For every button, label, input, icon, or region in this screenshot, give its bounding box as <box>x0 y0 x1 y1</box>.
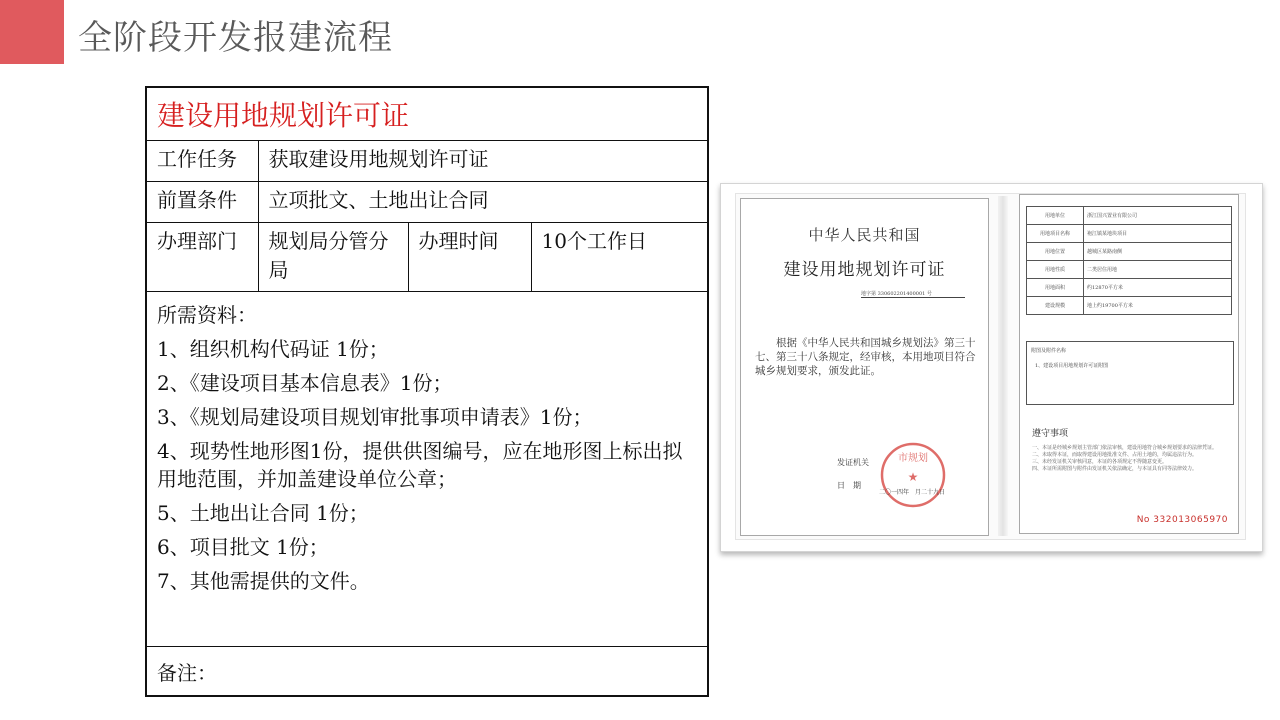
material-item: 7、其他需提供的文件。 <box>157 569 370 593</box>
precondition-label: 前置条件 <box>146 182 258 223</box>
slide-title: 全阶段开发报建流程 <box>78 18 393 58</box>
notice-title: 遵守事项 <box>1032 429 1069 439</box>
precondition-value: 立项批文、土地出让合同 <box>258 182 708 223</box>
certificate-booklet <box>735 193 1246 540</box>
processing-time-label: 办理时间 <box>408 223 531 292</box>
processing-time-value: 10个工作日 <box>531 223 708 292</box>
certificate-body-text: 根据《中华人民共和国城乡规划法》第三十七、第三十八条规定，经审核，本用地项目符合城乡规划要求，颁发此证。 <box>755 337 976 377</box>
material-item: 3、《规划局建设项目规划审批事项申请表》1份； <box>157 405 593 429</box>
material-item: 4、现势性地形图1份，提供供图编号，应在地形图上标出拟用地范围，并加盖建设单位公章； <box>157 439 683 491</box>
issuer-label: 发证机关 <box>837 458 869 467</box>
material-item: 5、土地出让合同 1份； <box>157 501 369 525</box>
certificate-photo <box>720 183 1263 552</box>
permit-title: 建设用地规划许可证 <box>146 87 708 141</box>
notice-item: 四、本证所需附图与附件由发证机关依法确定，与本证具有同等法律效力。 <box>1032 466 1198 472</box>
issue-date: 二〇一四年 月二十九日 <box>879 489 946 496</box>
notice-list <box>1032 445 1232 473</box>
certificate-country: 中华人民共和国 <box>808 226 921 244</box>
certificate-left-page <box>740 198 989 536</box>
task-value: 获取建设用地规划许可证 <box>258 141 708 182</box>
material-item: 2、《建设项目基本信息表》1份； <box>157 371 453 395</box>
department-value: 规划局分管分局 <box>258 223 408 292</box>
material-item: 1、组织机构代码证 1份； <box>157 337 389 361</box>
certificate-number: 地字第 330602201400001 号 <box>861 290 965 298</box>
certificate-title: 建设用地规划许可证 <box>783 260 946 280</box>
notes-label: 备注： <box>146 647 708 697</box>
seal-text: 市规划 <box>898 453 928 464</box>
date-label: 日 期 <box>837 481 861 490</box>
land-use-details-table: 用地单位 浙江国兴置业有限公司 用地项目名称 袍江镇某地块项目 用地位置 越城区某路南侧 用地性质 二类居住用地 用地面积 约12870平方米 建设规模 地上约19700平方米 <box>1026 206 1232 315</box>
required-materials <box>146 292 708 647</box>
notice-item: 三、未经发证机关审核同意，本证的各项规定不得随意变更。 <box>1032 459 1168 465</box>
booklet-fold <box>998 196 1008 536</box>
attachment-item: 1、建设项目用地规划许可证附图 <box>1035 363 1109 369</box>
permit-info-table <box>145 86 709 697</box>
serial-number: No 332013065970 <box>1136 515 1228 525</box>
department-label: 办理部门 <box>146 223 258 292</box>
certificate-right-page <box>1019 194 1239 534</box>
official-seal <box>879 441 947 509</box>
attachments-box <box>1026 341 1234 405</box>
svg-text:★: ★ <box>907 470 919 484</box>
notice-item: 一、本证是经城乡规划主管部门依法审核，建设用地符合城乡规划要求的法律凭证。 <box>1032 445 1218 451</box>
materials-title: 所需资料： <box>157 303 257 327</box>
task-label: 工作任务 <box>146 141 258 182</box>
notice-item: 二、未取得本证，而取得建设用地批准文件、占用土地的，均属违法行为。 <box>1032 452 1198 458</box>
title-accent-bar <box>0 0 64 64</box>
attachments-title: 附图及附件名称 <box>1031 348 1067 354</box>
material-item: 6、项目批文 1份； <box>157 535 329 559</box>
